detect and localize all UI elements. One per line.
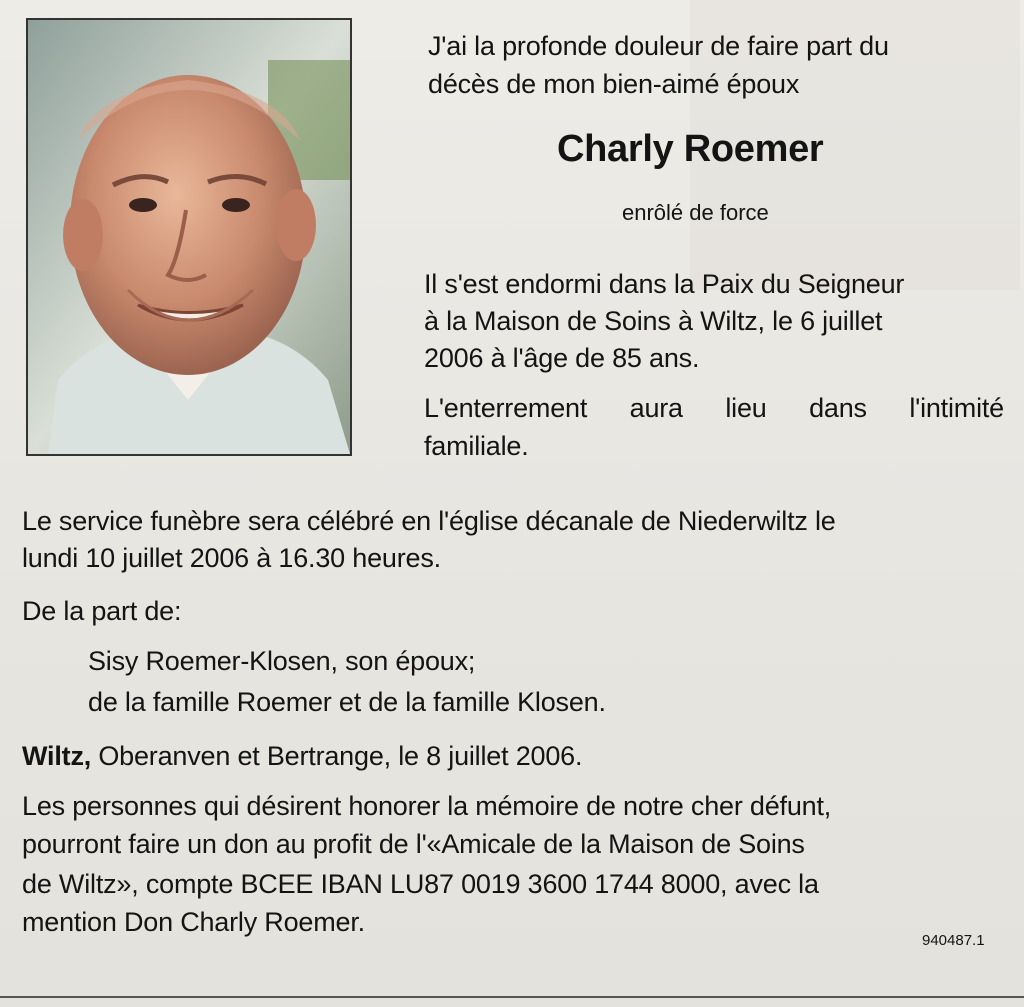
service-line-2: lundi 10 juillet 2006 à 16.30 heures.	[22, 543, 441, 573]
donation-line-1: Les personnes qui désirent honorer la mémoire de notre cher défunt,	[22, 791, 832, 821]
place-rest: Oberanven et Bertrange, le 8 juillet 2006.	[91, 741, 583, 771]
death-line-2: à la Maison de Soins à Wiltz, le 6 juillet	[424, 306, 883, 336]
reference-number: 940487.1	[922, 932, 985, 949]
portrait-illustration	[28, 20, 350, 454]
death-line-1: Il s'est endormi dans la Paix du Seigneur	[424, 269, 905, 299]
bottom-rule	[0, 996, 1024, 998]
from-line-1: Sisy Roemer-Klosen, son époux;	[88, 646, 476, 676]
place-date	[22, 740, 582, 773]
from-label: De la part de:	[22, 596, 182, 626]
intro-line-2: décès de mon bien-aimé époux	[428, 69, 800, 99]
burial-line-2: familiale.	[424, 431, 529, 461]
donation-line-3: de Wiltz», compte BCEE IBAN LU87 0019 3600 1744 8000, avec la	[22, 869, 819, 899]
death-line-3: 2006 à l'âge de 85 ans.	[424, 343, 700, 373]
donation-line-2: pourront faire un don au profit de l'«Amicale de la Maison de Soins	[22, 829, 805, 859]
portrait-photo	[26, 18, 352, 456]
deceased-name: Charly Roemer	[557, 128, 824, 170]
burial-line-1: L'enterrement aura lieu dans l'intimité	[424, 393, 1004, 423]
intro-line-1: J'ai la profonde douleur de faire part du	[428, 31, 889, 61]
deceased-subtitle: enrôlé de force	[622, 200, 769, 225]
service-line-1: Le service funèbre sera célébré en l'église décanale de Niederwiltz le	[22, 506, 836, 536]
donation-line-4: mention Don Charly Roemer.	[22, 907, 365, 937]
place-city: Wiltz,	[22, 741, 92, 771]
from-line-2: de la famille Roemer et de la famille Klosen.	[88, 687, 606, 717]
